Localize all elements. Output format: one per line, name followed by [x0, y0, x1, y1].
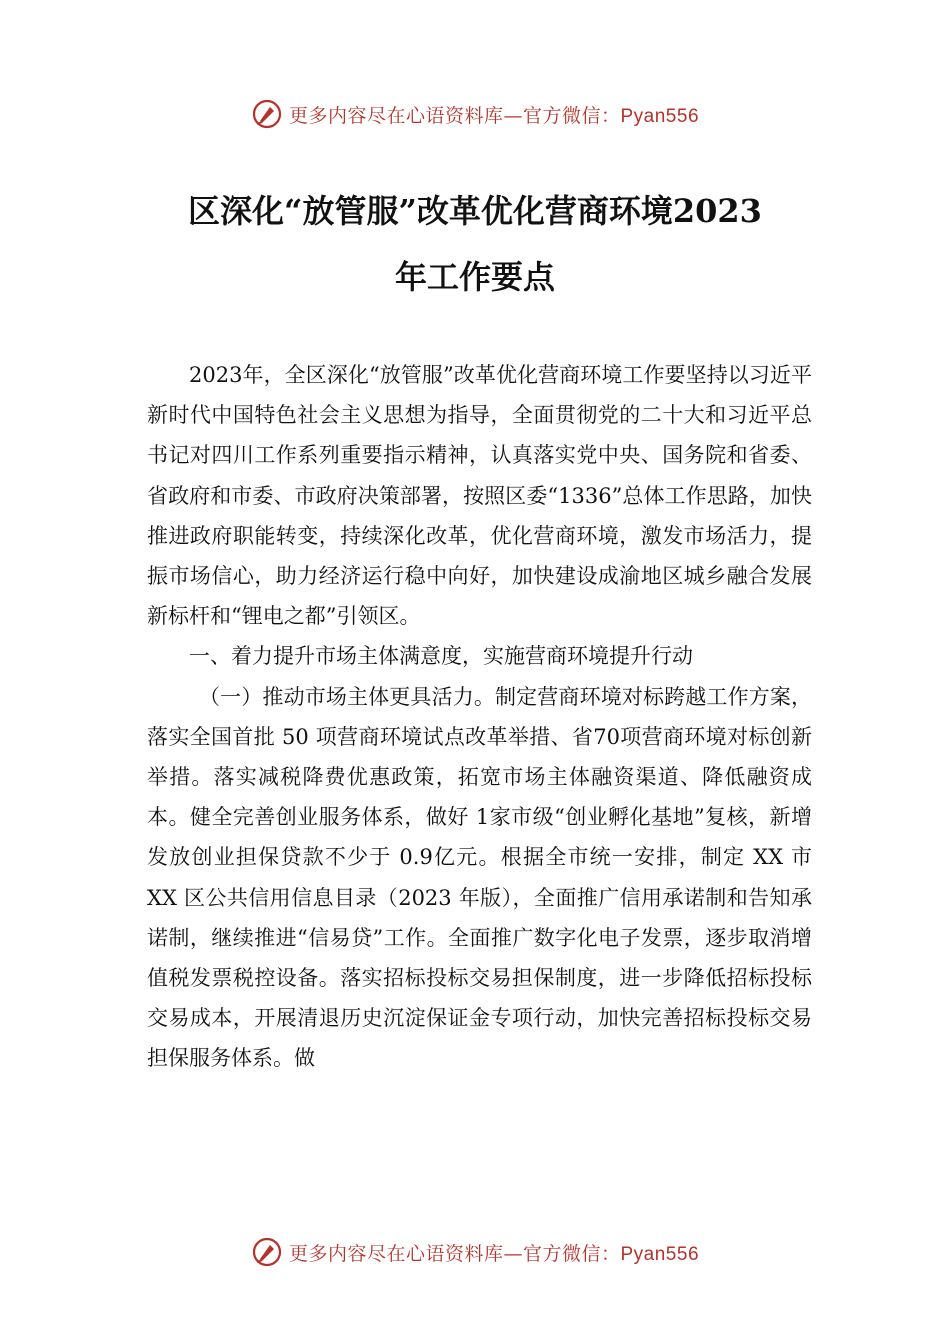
footer-watermark-banner — [0, 1232, 950, 1272]
watermark-text: 更多内容尽在心语资料库—官方微信：Pyan556 — [288, 104, 700, 127]
pen-nib-logo-icon — [251, 98, 283, 130]
watermark-text: 更多内容尽在心语资料库—官方微信：Pyan556 — [288, 1242, 700, 1265]
wechat-id: Pyan556 — [620, 105, 700, 127]
wechat-id: Pyan556 — [620, 1243, 700, 1265]
subsection-paragraph-1: （一）推动市场主体更具活力。制定营商环境对标跨越工作方案，落实全国首批 50 项营商环境试点改革举措、省70项营商环境对标创新举措。落实减税降费优惠政策，拓宽市场主体融资渠道、降低融资成本。健全完善创业服务体系，做好 1家市级“创业孵化基地”复核，新增发放创业担保贷款不少于 0.9亿元。根据全市统一安排，制定 XX 市 XX 区公共信用信息目录（2023 年版），全面推广信用承诺制和告知承诺制，继续推进“信易贷”工作。全面推广数字化电子发票，逐步取消增值税发票税控设备。落实招标投标交易担保制度，进一步降低招标投标交易成本，开展清退历史沉淀保证金专项行动，加快完善招标投标交易担保服务体系。做 — [147, 684, 812, 1071]
document-body — [147, 355, 812, 1079]
document-title-line-2: 年工作要点 — [394, 258, 555, 296]
document-title-line-1: 区深化“放管服”改革优化营商环境2023 — [188, 192, 762, 230]
intro-paragraph: 2023年，全区深化“放管服”改革优化营商环境工作要坚持以习近平新时代中国特色社会主义思想为指导，全面贯彻党的二十大和习近平总书记对四川工作系列重要指示精神，认真落实党中央、国务院和省委、省政府和市委、市政府决策部署，按照区委“1336”总体工作思路，加快推进政府职能转变，持续深化改革，优化营商环境，激发市场活力，提振市场信心，助力经济运行稳中向好，加快建设成渝地区城乡融合发展新标杆和“锂电之都”引领区。 — [147, 363, 812, 629]
section-heading-1: 一、着力提升市场主体满意度，实施营商环境提升行动 — [189, 644, 693, 669]
header-watermark-banner — [0, 94, 950, 134]
pen-nib-logo-icon — [251, 1236, 283, 1268]
